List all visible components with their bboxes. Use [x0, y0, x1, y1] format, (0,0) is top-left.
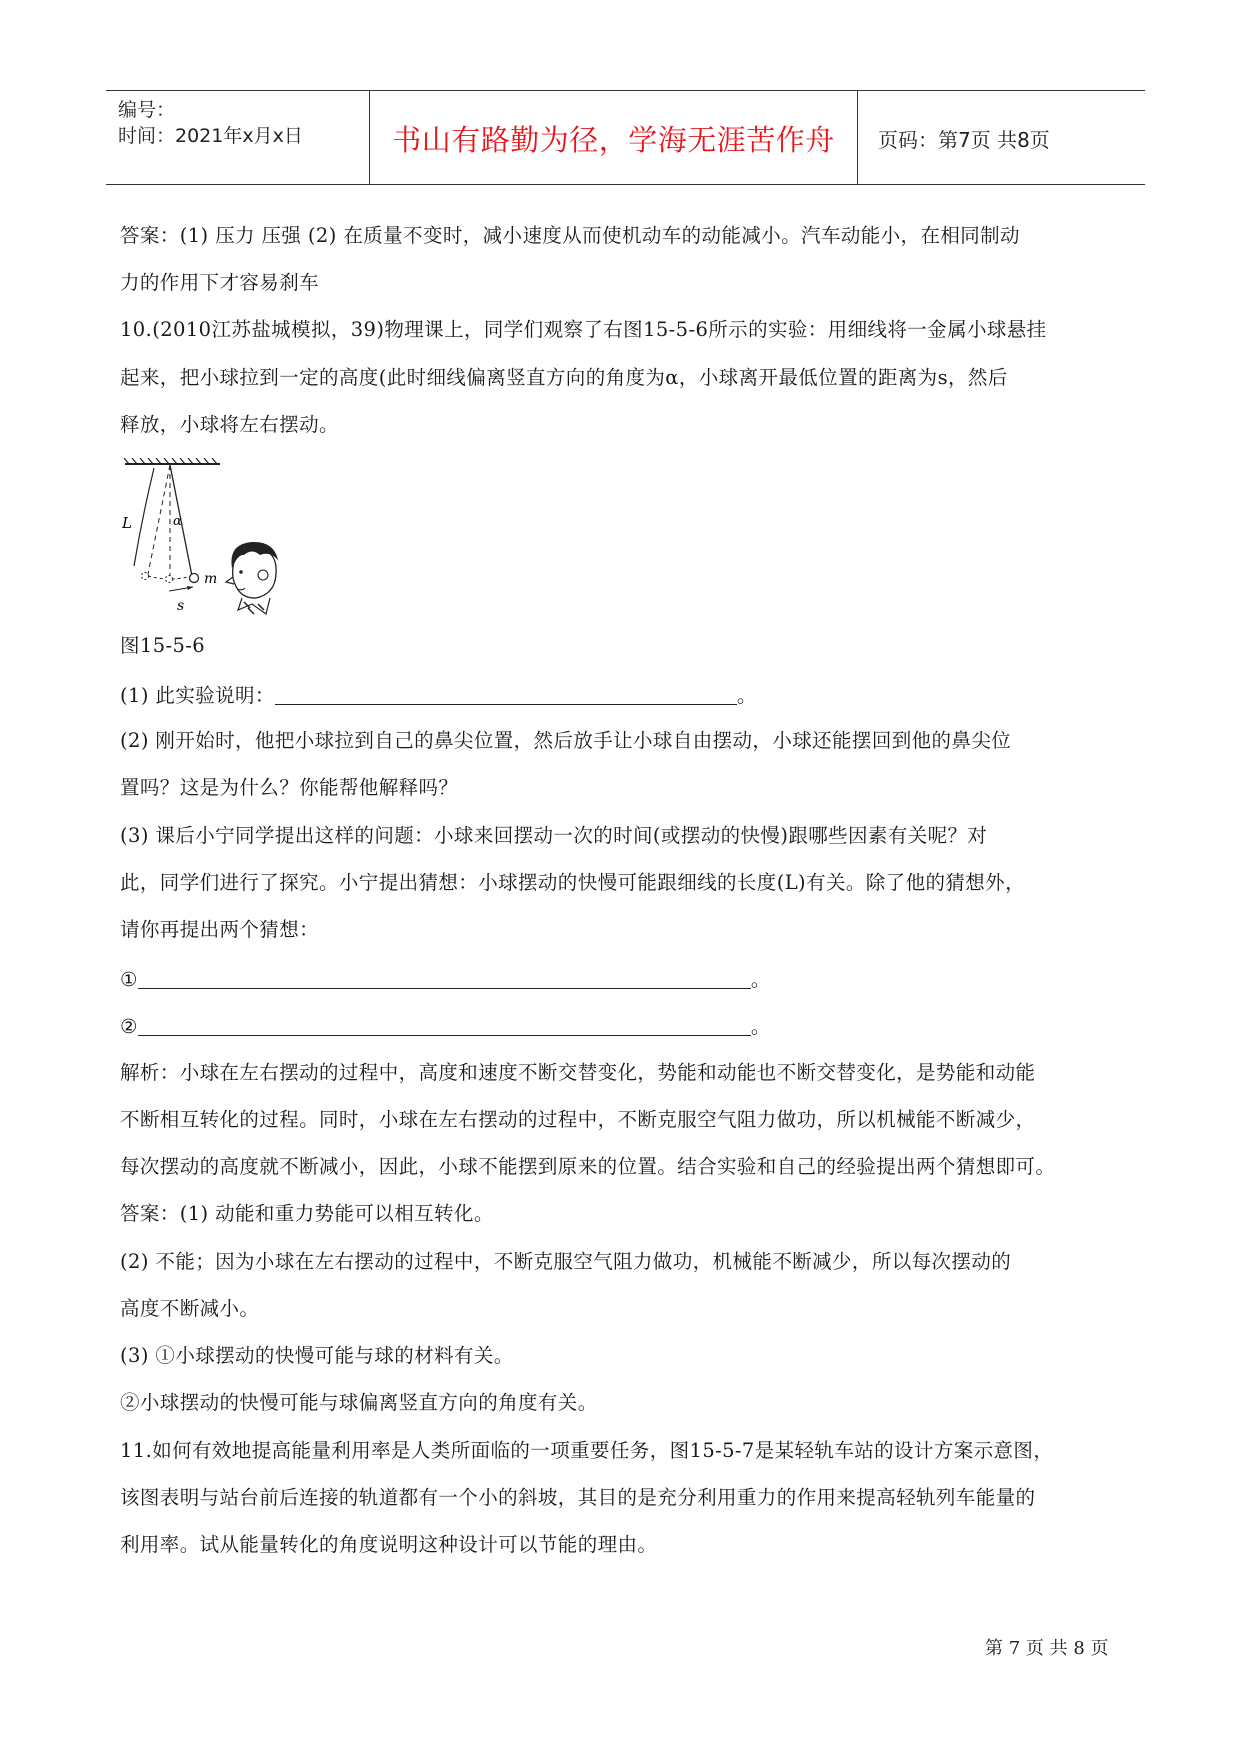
- text-line: (2) 不能；因为小球在左右摆动的过程中，不断克服空气阻力做功，机械能不断减少，所以每次摆动的: [120, 1250, 1012, 1273]
- label-m: m: [204, 571, 218, 587]
- answer-blank-1: [275, 684, 737, 705]
- question-1-text: (1) 此实验说明：: [120, 684, 275, 707]
- text-line: 此，同学们进行了探究。小宁提出猜想：小球摆动的快慢可能跟细线的长度(L)有关。除了他的猜想外，: [120, 871, 1025, 894]
- boy-head-icon: [226, 542, 278, 614]
- label-L: L: [122, 514, 132, 532]
- header-motto-cell: [369, 91, 858, 184]
- text-line: 解析：小球在左右摆动的过程中，高度和速度不断交替变化，势能和动能也不断交替变化，是势能和动能: [120, 1061, 1036, 1084]
- text-line: 11.如何有效地提高能量利用率是人类所面临的一项重要任务，图15-5-7是某轻轨车站的设计方案示意图，: [120, 1439, 1054, 1462]
- guess-1: [120, 968, 771, 990]
- text-line: 力的作用下才容易刹车: [120, 271, 320, 294]
- text-line: 起来，把小球拉到一定的高度(此时细线偏离竖直方向的角度为α，小球离开最低位置的距离为s，然后: [120, 366, 1008, 389]
- text-line: 高度不断减小。: [120, 1297, 260, 1320]
- text-line: 该图表明与站台前后连接的轨道都有一个小的斜坡，其目的是充分利用重力的作用来提高轻轨列车能量的: [120, 1486, 1036, 1509]
- page-footer: 第 7 页 共 8 页: [985, 1638, 1109, 1659]
- text-line: 请你再提出两个猜想：: [120, 918, 320, 941]
- guess-1-marker: ①: [120, 968, 138, 991]
- text-line: 每次摆动的高度就不断减小，因此，小球不能摆到原来的位置。结合实验和自己的经验提出两个猜想即可。: [120, 1155, 1056, 1178]
- header-info: [118, 91, 368, 184]
- text-line: (2) 刚开始时，他把小球拉到自己的鼻尖位置，然后放手让小球自由摆动，小球还能摆回到他的鼻尖位: [120, 729, 1012, 752]
- text-line: 10.(2010江苏盐城模拟，39)物理课上，同学们观察了右图15-5-6所示的实验：用细线将一金属小球悬挂: [120, 318, 1047, 341]
- page-indicator: 页码：第7页 共8页: [878, 128, 1050, 152]
- label-s: s: [177, 598, 185, 614]
- text-line: 答案：(1) 压力 压强 (2) 在质量不变时，减小速度从而使机动车的动能减小。汽车动能小，在相同制动: [120, 224, 1020, 247]
- text-line: 置吗？这是为什么？你能帮他解释吗？: [120, 776, 459, 799]
- motto: 书山有路勤为径，学海无涯苦作舟: [392, 123, 835, 157]
- header-page-cell: [868, 91, 1145, 184]
- page-header: [106, 90, 1145, 185]
- question-1: [120, 684, 757, 706]
- guess-2-period: 。: [750, 1015, 771, 1038]
- number-label: 编号：: [118, 99, 176, 121]
- text-line: 不断相互转化的过程。同时，小球在左右摆动的过程中，不断克服空气阻力做功，所以机械能不断减少，: [120, 1108, 1036, 1131]
- guess-2: [120, 1015, 771, 1037]
- text-line: 利用率。试从能量转化的角度说明这种设计可以节能的理由。: [120, 1533, 658, 1556]
- date-label: 时间：2021年x月x日: [118, 125, 303, 147]
- text-line: (3) 课后小宁同学提出这样的问题：小球来回摆动一次的时间(或摆动的快慢)跟哪些因素有关呢？对: [120, 824, 988, 847]
- text-line: (3) ①小球摆动的快慢可能与球的材料有关。: [120, 1344, 514, 1367]
- text-line: 释放，小球将左右摆动。: [120, 413, 339, 436]
- label-alpha: α: [173, 514, 182, 529]
- question-1-period: 。: [736, 684, 757, 707]
- answer-blank-guess-2: [138, 1015, 751, 1036]
- answer-blank-guess-1: [138, 968, 751, 989]
- text-line: 答案：(1) 动能和重力势能可以相互转化。: [120, 1202, 494, 1225]
- pendulum-figure: [120, 458, 290, 618]
- guess-1-period: 。: [750, 968, 771, 991]
- figure-caption: 图15-5-6: [120, 634, 206, 657]
- guess-2-marker: ②: [120, 1015, 138, 1038]
- text-line: ②小球摆动的快慢可能与球偏离竖直方向的角度有关。: [120, 1391, 598, 1414]
